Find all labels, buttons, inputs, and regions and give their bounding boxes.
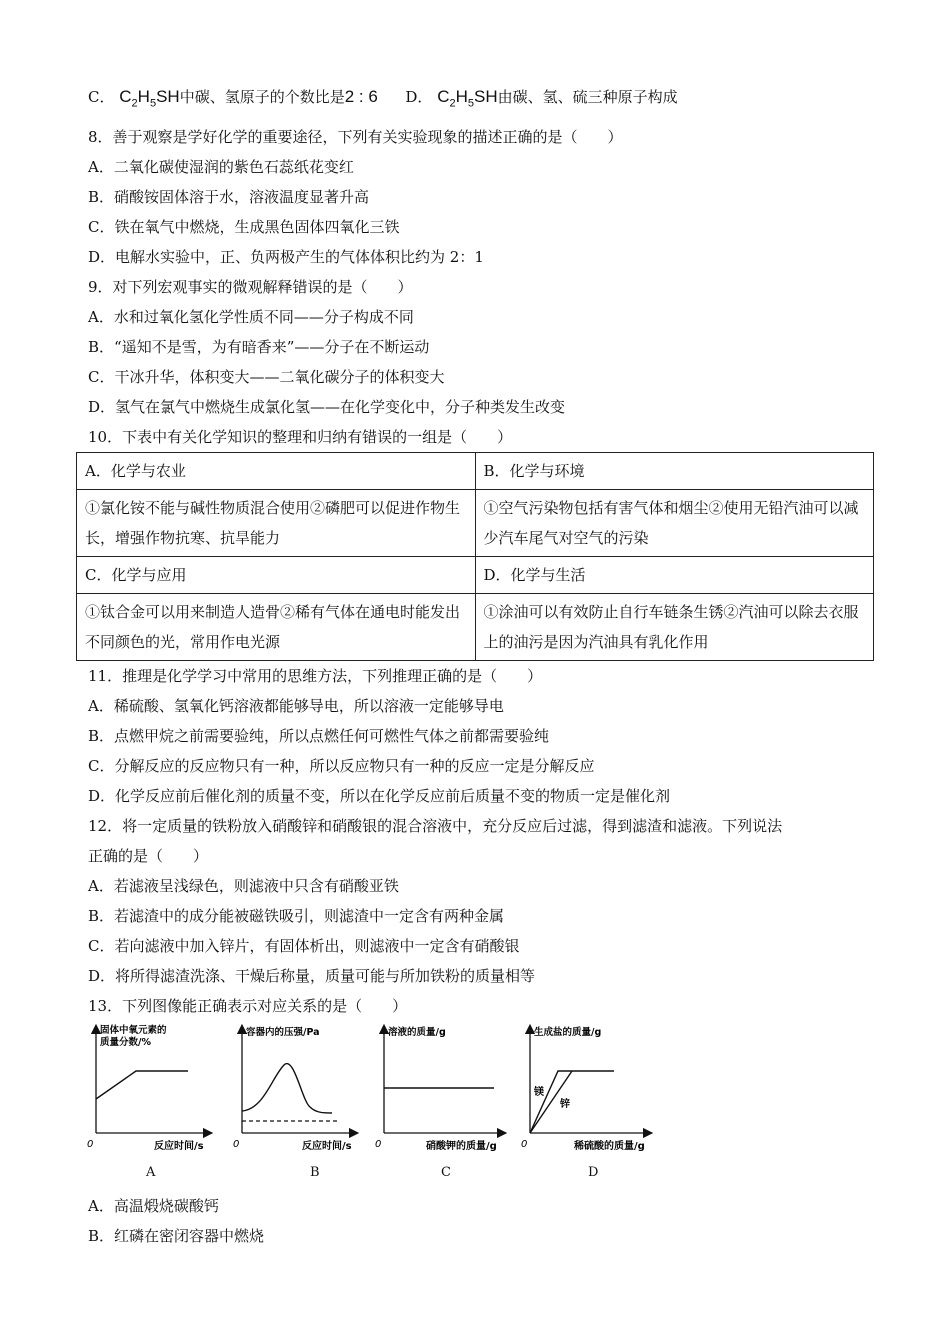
graph-a-caption: A <box>146 1165 156 1180</box>
q13-graphs <box>88 1021 878 1191</box>
q7-c-text: 中碳、氢原子的个数比是 <box>179 88 345 106</box>
q10-c-title: C．化学与应用 <box>77 557 476 594</box>
q12-option-b: B．若滤渣中的成分能被磁铁吸引，则滤渣中一定含有两种金属 <box>88 907 505 925</box>
q10-d-body: ①涂油可以有效防止自行车链条生锈②汽油可以除去衣服上的油污是因为汽油具有乳化作用 <box>475 594 874 661</box>
q10-stem: 10．下表中有关化学知识的整理和归纳有错误的一组是（ ） <box>88 428 513 446</box>
q8-option-d: D．电解水实验中，正、负两极产生的气体体积比约为 2：1 <box>88 248 484 266</box>
graph-b <box>233 1026 354 1152</box>
q9-option-d: D．氢气在氯气中燃烧生成氯化氢——在化学变化中，分子种类发生改变 <box>88 398 566 416</box>
q7-d-text: 由碳、氢、硫三种原子构成 <box>497 88 678 106</box>
q7-c-ratio: 2 : 6 <box>344 87 378 106</box>
q11-option-b: B．点燃甲烷之前需要验纯，所以点燃任何可燃性气体之前都需要验纯 <box>88 727 550 745</box>
exam-page <box>85 82 878 1251</box>
q7-d-prefix: D． <box>405 88 433 106</box>
q11-stem: 11．推理是化学学习中常用的思维方法，下列推理正确的是（ ） <box>88 667 543 685</box>
graph-a-origin: 0 <box>87 1139 94 1150</box>
graph-a <box>87 1024 208 1152</box>
q7-options <box>88 82 878 112</box>
graph-b-origin: 0 <box>233 1139 240 1150</box>
q8-option-a: A．二氧化碳使湿润的紫色石蕊纸花变红 <box>88 158 354 176</box>
q10-b-title: B．化学与环境 <box>475 453 874 490</box>
graph-d-caption: D <box>588 1165 599 1180</box>
q7-c-prefix: C． <box>88 88 115 106</box>
graph-d <box>521 1026 648 1152</box>
q10-c-body: ①钛合金可以用来制造人造骨②稀有气体在通电时能发出不同颜色的光，常用作电光源 <box>77 594 476 661</box>
graph-b-caption: B <box>310 1165 320 1180</box>
q10-a-body: ①氯化铵不能与碱性物质混合使用②磷肥可以促进作物生长，增强作物抗寒、抗旱能力 <box>77 490 476 557</box>
graph-d-curve-mg <box>530 1071 614 1133</box>
q8-option-c: C．铁在氧气中燃烧，生成黑色固体四氧化三铁 <box>88 218 400 236</box>
q9-stem: 9．对下列宏观事实的微观解释错误的是（ ） <box>88 278 413 296</box>
q10-d-title: D．化学与生活 <box>475 557 874 594</box>
graph-d-xlabel: 稀硫酸的质量/g <box>574 1141 645 1152</box>
q7-d-formula: $C_2H_5SH$ <box>437 87 498 110</box>
graph-c-caption: C <box>441 1165 451 1180</box>
graph-b-ylabel: 容器内的压强/Pa <box>246 1027 320 1038</box>
q11-option-d: D．化学反应前后催化剂的质量不变，所以在化学反应前后质量不变的物质一定是催化剂 <box>88 787 671 805</box>
q12-stem-line2: 正确的是（ ） <box>88 847 209 865</box>
graph-c-ylabel: 溶液的质量/g <box>388 1027 446 1038</box>
q13-graphs-svg <box>88 1021 878 1161</box>
graph-a-ylabel2: 质量分数/% <box>100 1037 151 1048</box>
q12-stem-line1: 12．将一定质量的铁粉放入硝酸锌和硝酸银的混合溶液中，充分反应后过滤，得到滤渣和滤液。下列说法 <box>88 817 783 835</box>
q10-a-title: A．化学与农业 <box>77 453 476 490</box>
q13-option-b: B．红磷在密闭容器中燃烧 <box>88 1227 265 1245</box>
q13-option-a: A．高温煅烧碳酸钙 <box>88 1197 219 1215</box>
graph-c-origin: 0 <box>375 1139 382 1150</box>
graph-b-xlabel: 反应时间/s <box>302 1141 352 1152</box>
q10-table <box>76 452 874 661</box>
q8-stem: 8．善于观察是学好化学的重要途径，下列有关实验现象的描述正确的是（ ） <box>88 128 623 146</box>
graph-b-curve <box>242 1064 332 1113</box>
graph-d-origin: 0 <box>521 1139 528 1150</box>
q7-c-formula: $C_2H_5SH$ <box>119 87 180 110</box>
q12-option-d: D．将所得滤渣洗涤、干燥后称量，质量可能与所加铁粉的质量相等 <box>88 967 536 985</box>
q12-option-c: C．若向滤液中加入锌片，有固体析出，则滤液中一定含有硝酸银 <box>88 937 520 955</box>
graph-d-ylabel: 生成盐的质量/g <box>534 1027 602 1038</box>
q8-option-b: B．硝酸铵固体溶于水，溶液温度显著升高 <box>88 188 370 206</box>
q9-option-c: C．干冰升华，体积变大——二氧化碳分子的体积变大 <box>88 368 445 386</box>
graph-d-label-zn: 锌 <box>560 1099 570 1110</box>
graph-d-label-fe: 镁 <box>534 1087 544 1098</box>
graph-c <box>375 1026 502 1152</box>
graph-a-ylabel1: 固体中氧元素的 <box>100 1025 167 1036</box>
q12-option-a: A．若滤液呈浅绿色，则滤液中只含有硝酸亚铁 <box>88 877 399 895</box>
q11-option-c: C．分解反应的反应物只有一种，所以反应物只有一种的反应一定是分解反应 <box>88 757 595 775</box>
graph-a-curve <box>96 1071 188 1099</box>
graph-c-xlabel: 硝酸钾的质量/g <box>426 1141 497 1152</box>
q10-b-body: ①空气污染物包括有害气体和烟尘②使用无铅汽油可以减少汽车尾气对空气的污染 <box>475 490 874 557</box>
q9-option-a: A．水和过氧化氢化学性质不同——分子构成不同 <box>88 308 414 326</box>
graph-a-xlabel: 反应时间/s <box>154 1141 204 1152</box>
q11-option-a: A．稀硫酸、氢氧化钙溶液都能够导电，所以溶液一定能够导电 <box>88 697 504 715</box>
q13-stem: 13．下列图像能正确表示对应关系的是（ ） <box>88 997 408 1015</box>
q9-option-b: B．“遥知不是雪，为有暗香来”——分子在不断运动 <box>88 338 430 356</box>
